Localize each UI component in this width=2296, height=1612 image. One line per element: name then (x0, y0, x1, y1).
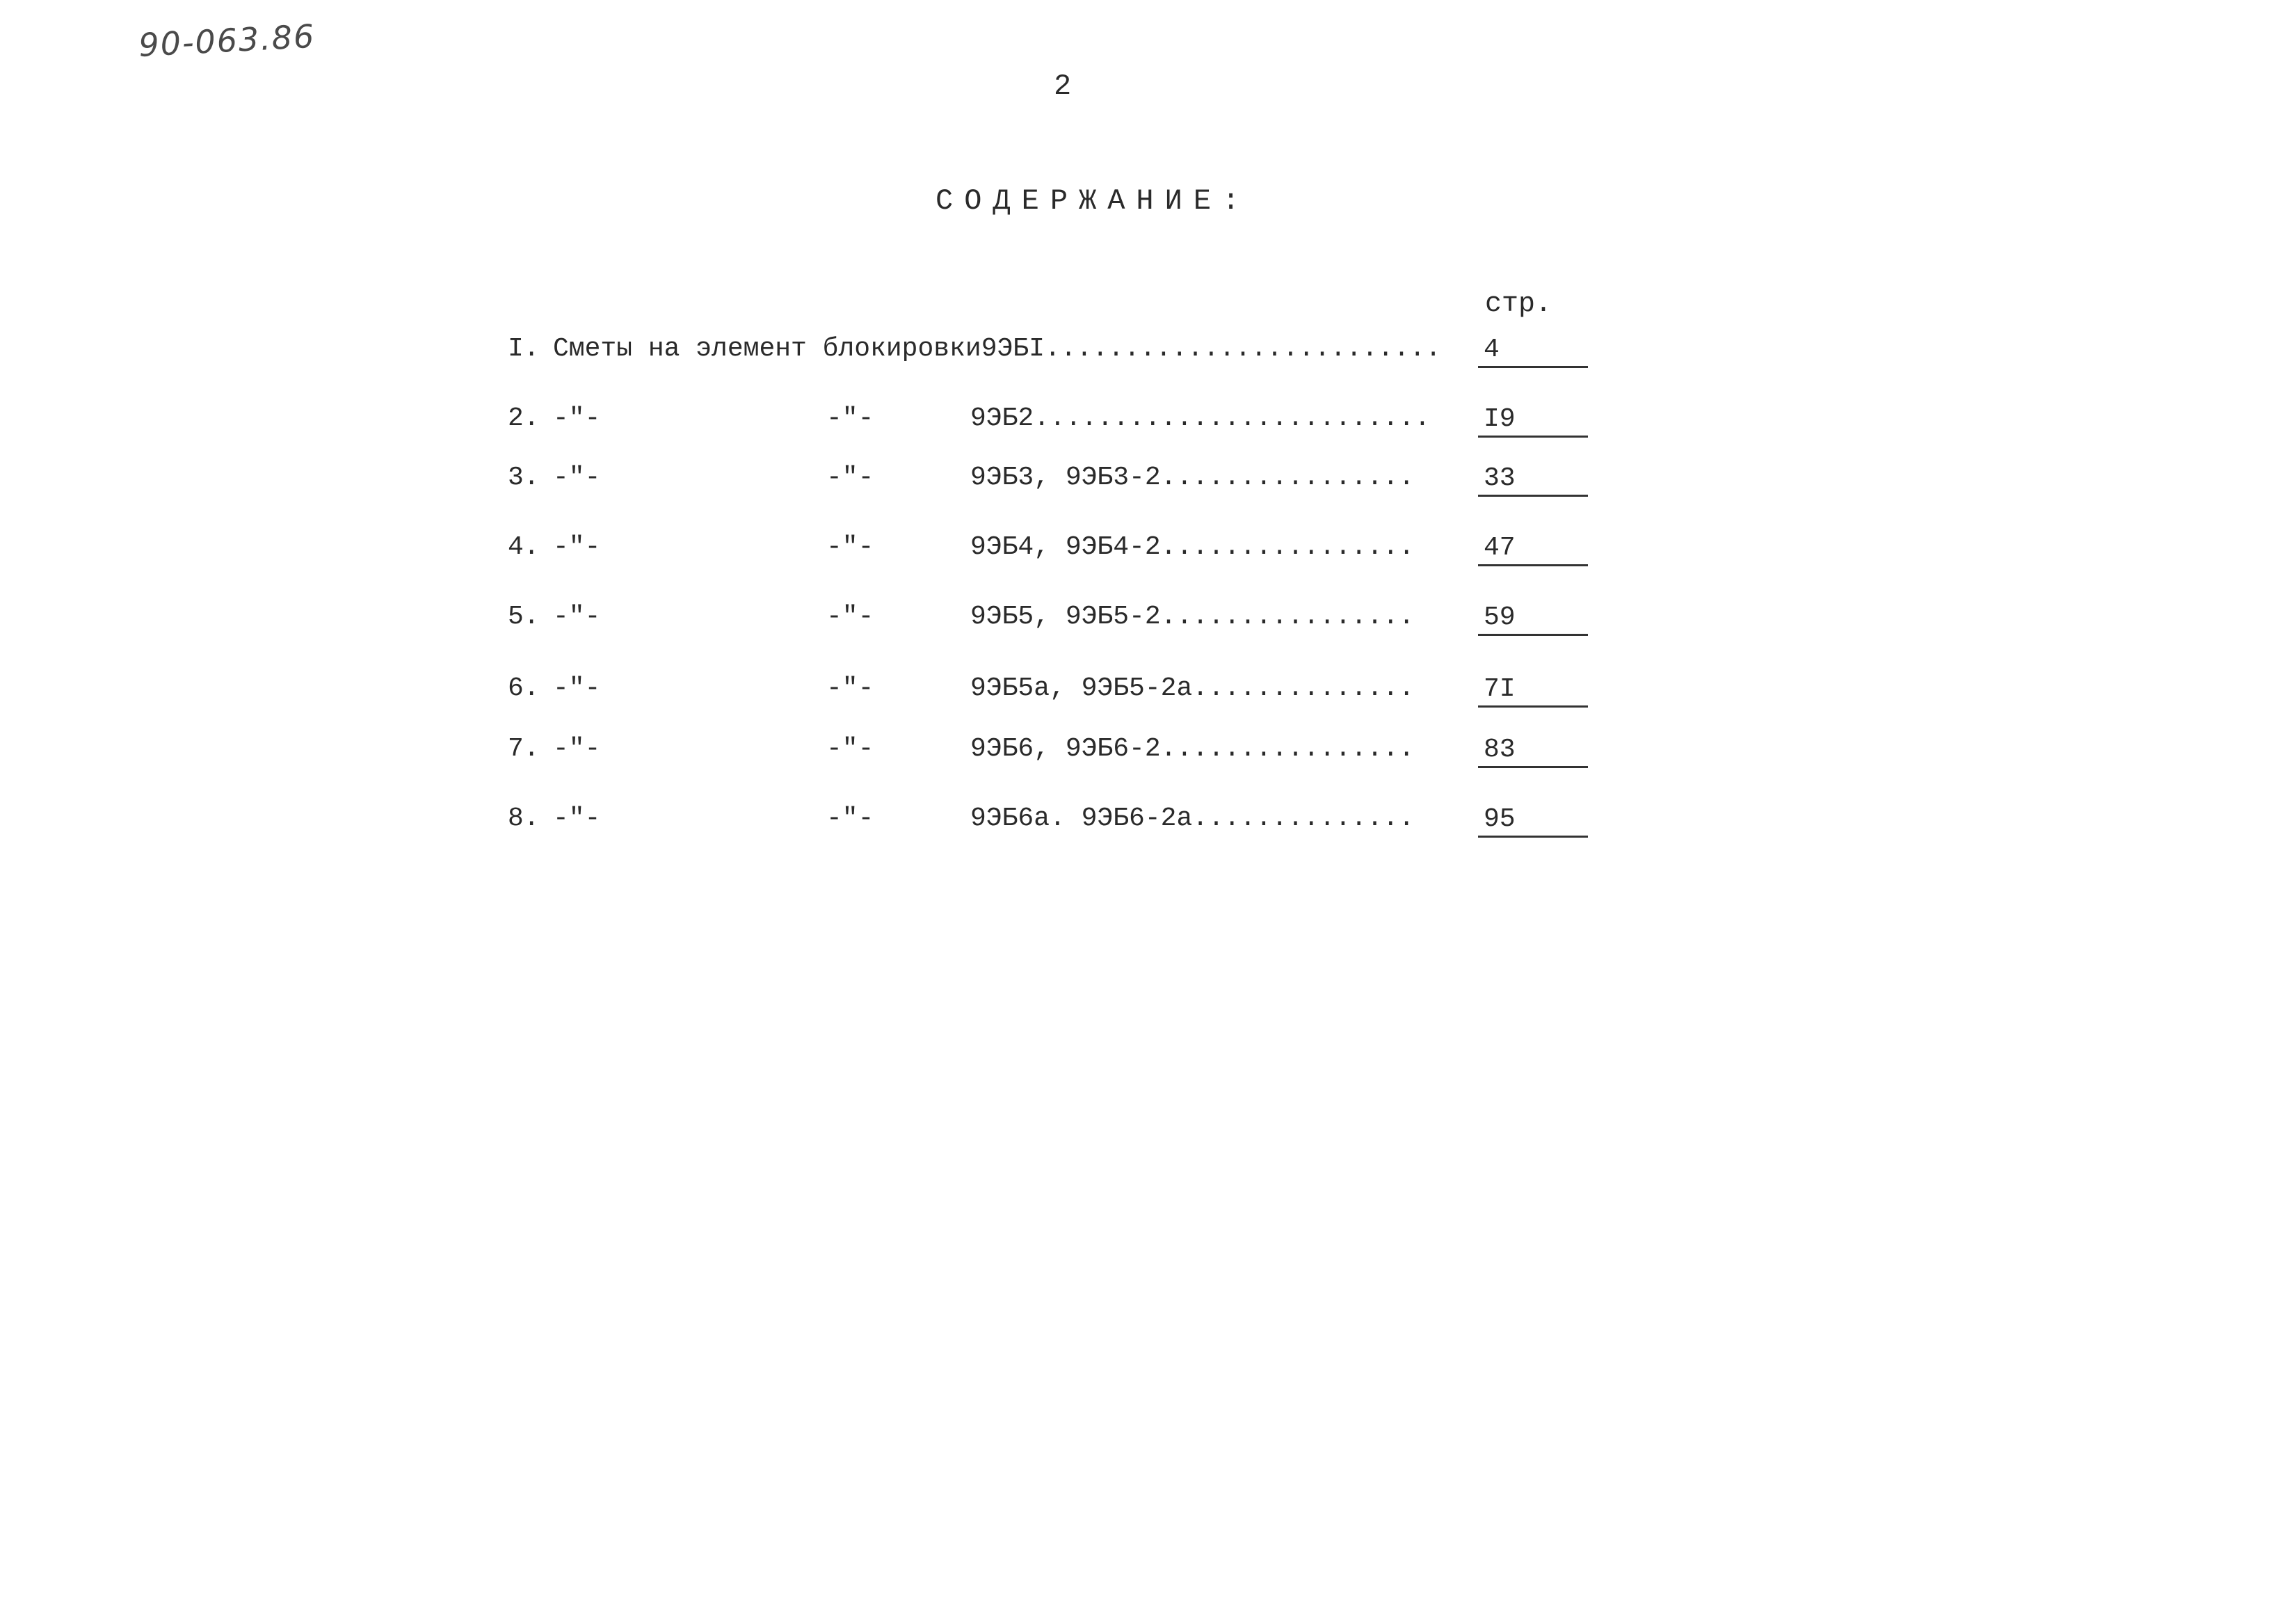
entry-code: 9ЭБI (981, 334, 1045, 364)
entry-page-number: 83 (1478, 734, 1588, 768)
toc-entry-7 (0, 734, 2296, 790)
ditto-mark: -"- (553, 602, 601, 632)
ditto-mark: -"- (553, 463, 601, 493)
entry-number: 4. (508, 532, 540, 562)
entry-page-number: 4 (1478, 334, 1588, 368)
entry-page-number: I9 (1478, 404, 1588, 438)
ditto-mark: -"- (826, 673, 874, 703)
ditto-mark: -"- (826, 602, 874, 632)
ditto-mark: -"- (826, 463, 874, 493)
entry-page-number: 47 (1478, 532, 1588, 566)
entry-leader-dots: .............. (1192, 673, 1415, 703)
entry-page-number: 33 (1478, 463, 1588, 497)
entry-code: 9ЭБ6а. 9ЭБ6-2а.............. (970, 804, 1415, 833)
entry-title: Сметы на элемент блокировки (553, 334, 981, 364)
entry-code: 9ЭБ6, 9ЭБ6-2................ (970, 734, 1415, 764)
entry-leader-dots: ................ (1160, 602, 1415, 632)
handwritten-document-code: 90-063.86 (138, 17, 316, 64)
entry-number: 8. (508, 804, 540, 833)
entry-leader-dots: ................ (1160, 532, 1415, 562)
ditto-mark: -"- (553, 404, 601, 433)
entry-leader-dots: ......................... (1044, 334, 1442, 364)
ditto-mark: -"- (826, 804, 874, 833)
entry-leader-dots: ................ (1160, 734, 1415, 764)
entry-number: 5. (508, 602, 540, 632)
entry-number: 2. (508, 404, 540, 433)
ditto-mark: -"- (553, 734, 601, 764)
pages-column-label: стр. (1485, 289, 1552, 320)
entry-leader-dots: .............. (1192, 804, 1415, 833)
toc-entry-4 (0, 532, 2296, 588)
entry-code: 9ЭБ4, 9ЭБ4-2................ (970, 532, 1415, 562)
entry-number: 6. (508, 673, 540, 703)
entry-description (553, 334, 1441, 364)
entry-page-number: 7I (1478, 673, 1588, 708)
entry-code: 9ЭБ5, 9ЭБ5-2................ (970, 602, 1415, 632)
entry-number: I. (508, 334, 540, 364)
entry-leader-dots: ......................... (1034, 404, 1431, 433)
ditto-mark: -"- (553, 532, 601, 562)
toc-entry-1 (0, 334, 2296, 390)
ditto-mark: -"- (553, 673, 601, 703)
toc-heading: СОДЕРЖАНИЕ: (936, 184, 1251, 218)
entry-leader-dots: ................ (1160, 463, 1415, 493)
toc-entry-2 (0, 404, 2296, 459)
page-number: 2 (1054, 70, 1072, 103)
entry-code: 9ЭБ2......................... (970, 404, 1431, 433)
entry-code: 9ЭБ3, 9ЭБ3-2................ (970, 463, 1415, 493)
ditto-mark: -"- (826, 532, 874, 562)
ditto-mark: -"- (553, 804, 601, 833)
entry-page-number: 95 (1478, 804, 1588, 838)
entry-number: 7. (508, 734, 540, 764)
entry-code: 9ЭБ5а, 9ЭБ5-2а.............. (970, 673, 1415, 703)
toc-entry-3 (0, 463, 2296, 518)
toc-entry-8 (0, 804, 2296, 859)
ditto-mark: -"- (826, 404, 874, 433)
entry-number: 3. (508, 463, 540, 493)
entry-page-number: 59 (1478, 602, 1588, 636)
toc-entry-6 (0, 673, 2296, 729)
toc-entry-5 (0, 602, 2296, 657)
ditto-mark: -"- (826, 734, 874, 764)
